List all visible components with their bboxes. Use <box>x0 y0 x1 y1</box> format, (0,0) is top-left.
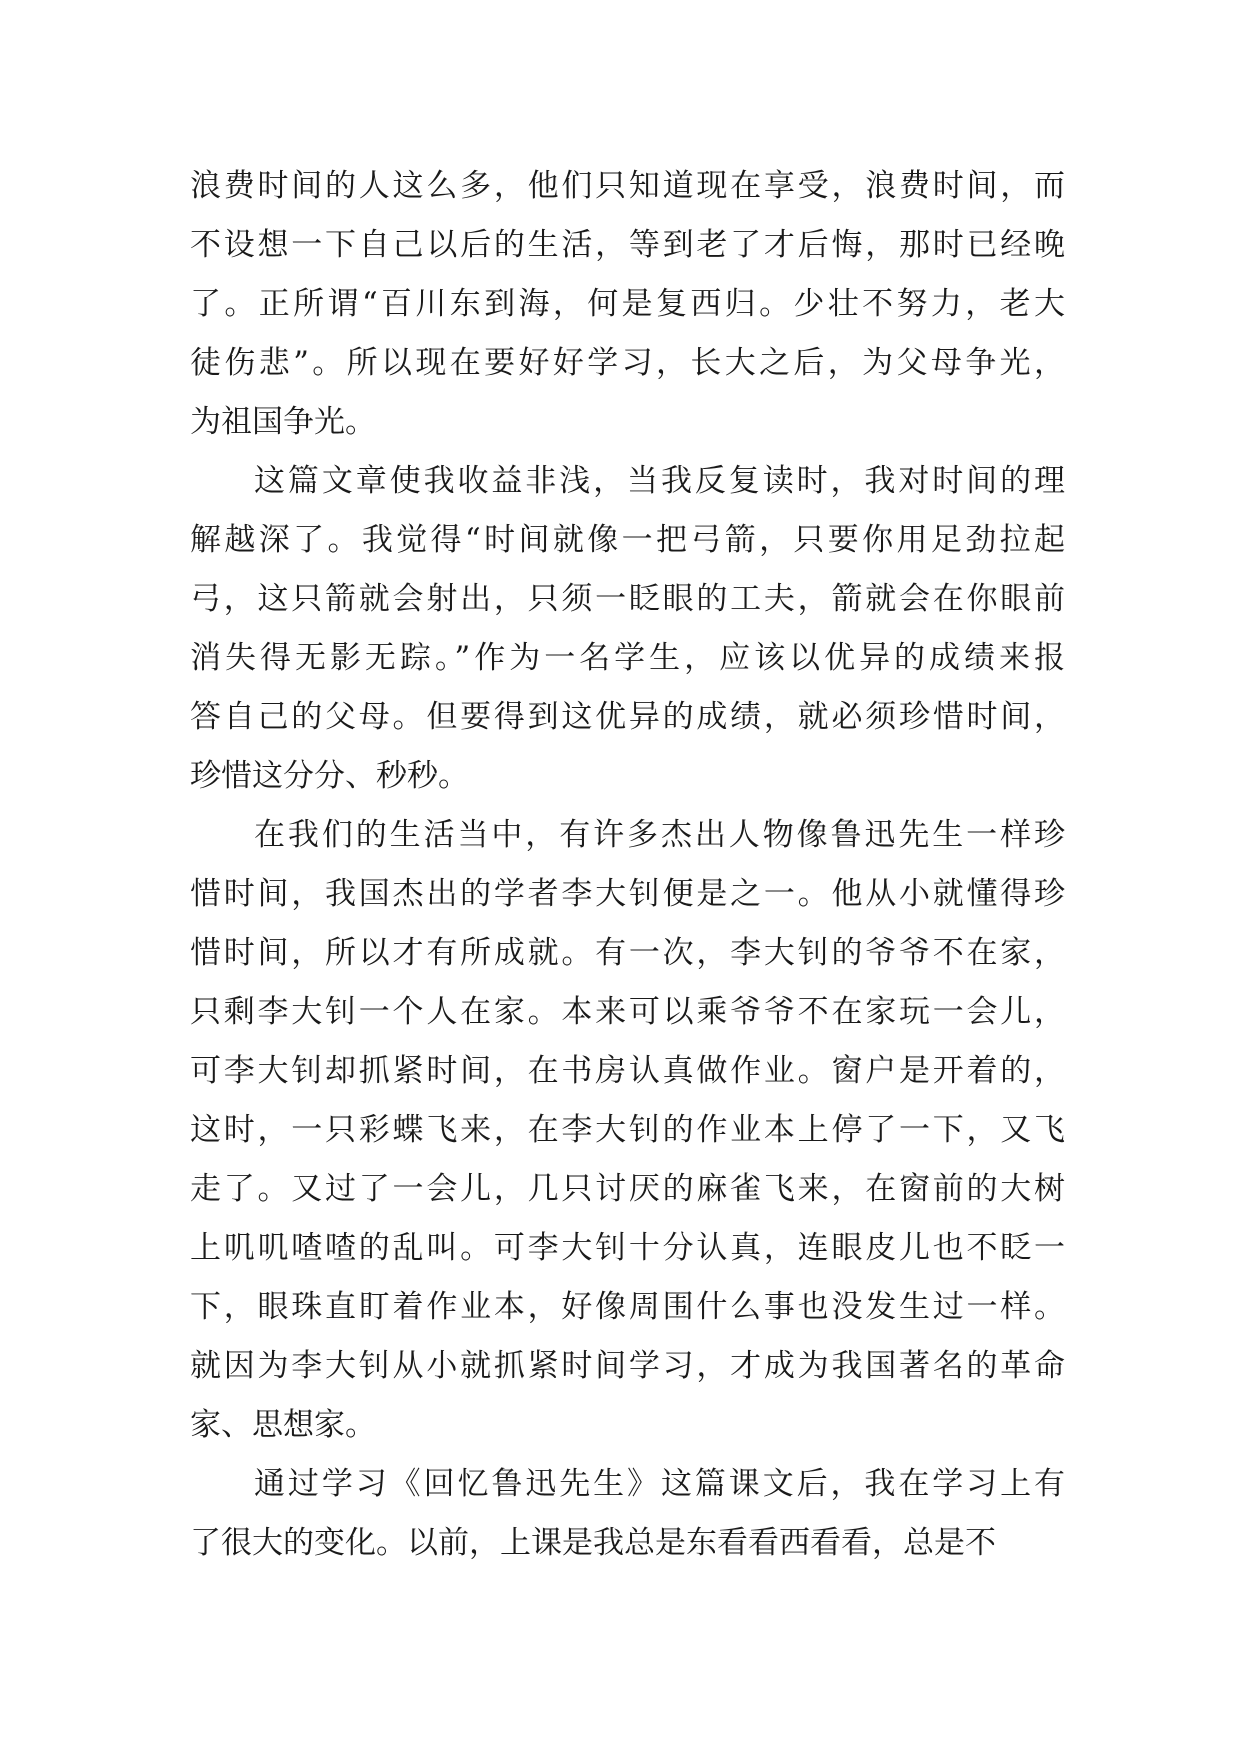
line-text: 在我们的生活当中，有许多杰出人物像鲁迅先生一样珍 <box>254 817 1068 853</box>
text-line <box>190 157 1068 216</box>
line-text: 走了。又过了一会儿，几只讨厌的麻雀飞来，在窗前的大树 <box>190 1171 1068 1207</box>
line-text: 通过学习《回忆鲁迅先生》这篇课文后，我在学习上有 <box>254 1466 1068 1502</box>
line-text: 弓，这只箭就会射出，只须一眨眼的工夫，箭就会在你眼前 <box>190 581 1068 617</box>
text-line <box>190 865 1068 924</box>
text-line <box>190 1042 1068 1101</box>
paragraph-first-line <box>190 452 1068 511</box>
text-line <box>190 688 1068 747</box>
text-line <box>190 275 1069 334</box>
line-text: 答自己的父母。但要得到这优异的成绩，就必须珍惜时间， <box>190 699 1068 735</box>
line-text: 这时，一只彩蝶飞来，在李大钊的作业本上停了一下，又飞 <box>190 1112 1068 1148</box>
line-text: 这篇文章使我收益非浅，当我反复读时，我对时间的理 <box>254 463 1068 499</box>
text-line <box>190 334 1069 393</box>
text-line <box>190 216 1068 275</box>
paragraph-first-line <box>190 1455 1068 1514</box>
line-text: 解越深了。我觉得“时间就像一把弓箭，只要你用足劲拉起 <box>190 522 1069 558</box>
text-line <box>190 1396 1065 1455</box>
text-line <box>190 570 1068 629</box>
text-line <box>190 511 1069 570</box>
line-text: 消失得无影无踪。”作为一名学生，应该以优异的成绩来报 <box>190 640 1069 676</box>
line-text: 徒伤悲”。所以现在要好好学习，长大之后，为父母争光， <box>190 345 1069 381</box>
line-text: 下，眼珠直盯着作业本，好像周围什么事也没发生过一样。 <box>190 1289 1068 1325</box>
line-text: 惜时间，所以才有所成就。有一次，李大钊的爷爷不在家， <box>190 935 1068 971</box>
text-line <box>190 747 1065 806</box>
text-line <box>190 1160 1068 1219</box>
text-line <box>190 1278 1068 1337</box>
line-text: 只剩李大钊一个人在家。本来可以乘爷爷不在家玩一会儿， <box>190 994 1068 1030</box>
body-text <box>190 157 1069 1573</box>
paragraph-first-line <box>190 806 1068 865</box>
line-text: 惜时间，我国杰出的学者李大钊便是之一。他从小就懂得珍 <box>190 876 1068 912</box>
line-text: 就因为李大钊从小就抓紧时间学习，才成为我国著名的革命 <box>190 1348 1068 1384</box>
text-line <box>190 1219 1068 1278</box>
line-text: 不设想一下自己以后的生活，等到老了才后悔，那时已经晚 <box>190 227 1068 263</box>
line-text: 了。正所谓“百川东到海，何是复西归。少壮不努力，老大 <box>190 286 1069 322</box>
line-text: 浪费时间的人这么多，他们只知道现在享受，浪费时间，而 <box>190 168 1068 204</box>
line-text: 珍惜这分分、秒秒。 <box>190 758 469 794</box>
line-text: 了很大的变化。以前，上课是我总是东看看西看看，总是不 <box>190 1525 996 1561</box>
text-line <box>190 1514 1065 1573</box>
text-line <box>190 1101 1068 1160</box>
line-text: 可李大钊却抓紧时间，在书房认真做作业。窗户是开着的， <box>190 1053 1068 1089</box>
line-text: 为祖国争光。 <box>190 404 376 440</box>
text-line <box>190 983 1068 1042</box>
text-line <box>190 629 1069 688</box>
line-text: 家、思想家。 <box>190 1407 376 1443</box>
text-line <box>190 1337 1068 1396</box>
text-line <box>190 924 1068 983</box>
text-line <box>190 393 1065 452</box>
line-text: 上叽叽喳喳的乱叫。可李大钊十分认真，连眼皮儿也不眨一 <box>190 1230 1068 1266</box>
